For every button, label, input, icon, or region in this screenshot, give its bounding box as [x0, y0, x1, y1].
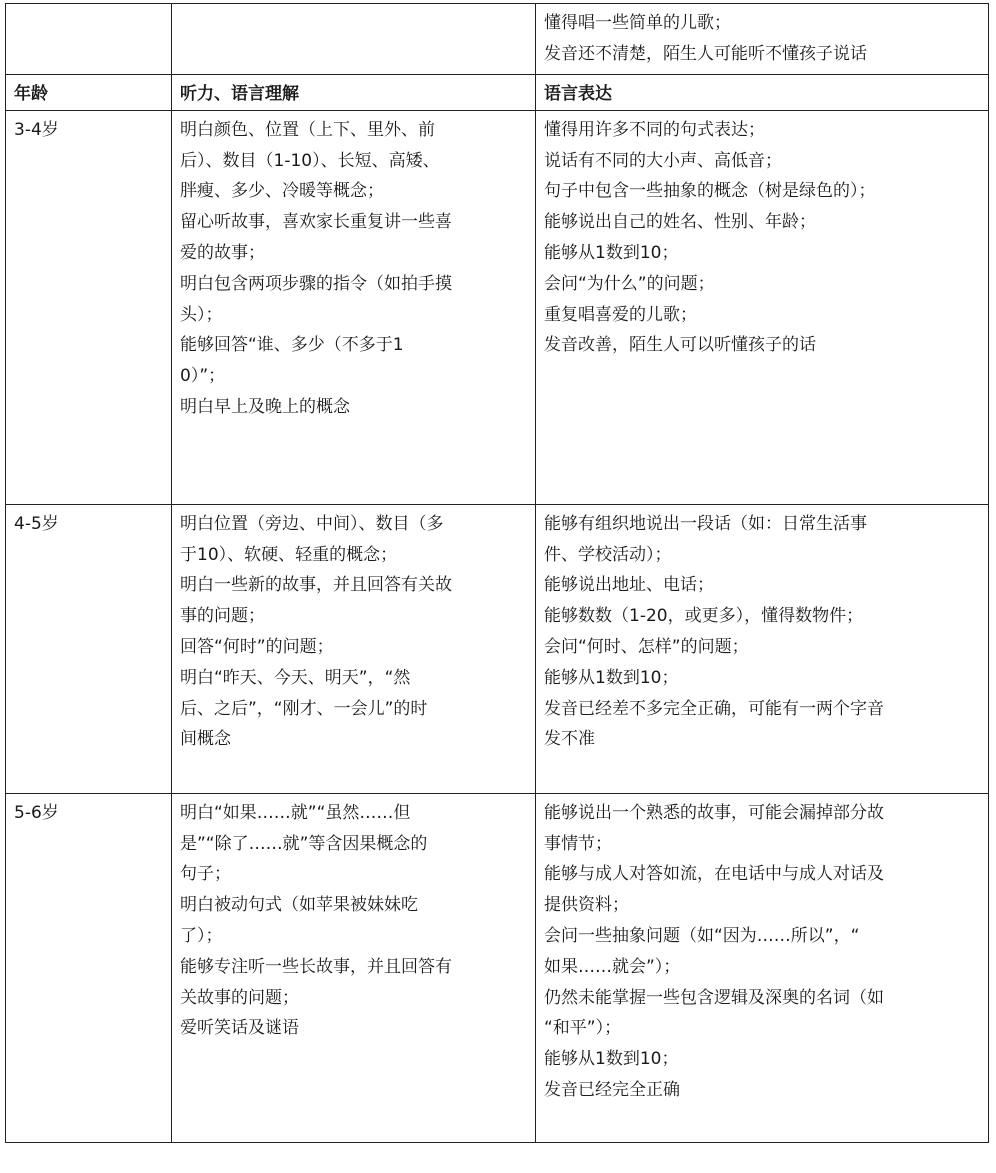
language-development-table — [5, 3, 989, 1143]
expression-line: 提供资料； — [544, 895, 629, 916]
expression-line: 说话有不同的大小声、高低音； — [544, 150, 782, 171]
comprehension-line: 爱听笑话及谜语 — [180, 1018, 299, 1039]
expression-line: 会问“何时、怎样”的问题； — [544, 636, 749, 657]
comprehension-line: 留心听故事，喜欢家长重复讲一些喜 — [180, 212, 452, 233]
expression-line: 发音改善，陌生人可以听懂孩子的话 — [544, 335, 816, 356]
expression-line: 件、学校活动）； — [544, 544, 672, 565]
expression-line: 发音已经差不多完全正确，可能有一两个字音 — [544, 698, 884, 719]
comprehension-line: 关故事的问题； — [180, 987, 299, 1008]
age-cell: 5-6岁 — [6, 793, 172, 1142]
comprehension-line: 明白包含两项步骤的指令（如拍手摸 — [180, 273, 452, 294]
expression-line: 发音已经完全正确 — [544, 1079, 680, 1100]
continuation-comprehension-cell — [172, 4, 536, 75]
expression-cell — [536, 110, 989, 504]
comprehension-line: 句子； — [180, 864, 231, 885]
comprehension-line: 头）； — [180, 304, 223, 325]
expression-line: 能够数数（1-20，或更多），懂得数物件； — [544, 606, 864, 627]
expression-line: 能够说出地址、电话； — [544, 575, 714, 596]
continuation-age-cell — [6, 4, 172, 75]
expression-line: 能够从1数到10； — [544, 242, 679, 263]
expression-line: 懂得用许多不同的句式表达； — [544, 119, 765, 140]
expression-line: 能够从1数到10； — [544, 1049, 679, 1070]
table-row — [6, 793, 989, 1142]
comprehension-line: 0）”； — [180, 366, 226, 387]
expression-line: 句子中包含一些抽象的概念（树是绿色的）； — [544, 181, 876, 202]
expression-line: 能够说出一个熟悉的故事，可能会漏掉部分故 — [544, 802, 884, 823]
comprehension-line: 明白“昨天、今天、明天”，“然 — [180, 667, 411, 688]
expression-line: 事情节； — [544, 833, 612, 854]
continuation-row — [6, 4, 989, 75]
comprehension-line: 事的问题； — [180, 606, 265, 627]
comprehension-line: 明白早上及晚上的概念 — [180, 396, 350, 417]
expression-cell — [536, 504, 989, 793]
comprehension-line: 爱的故事； — [180, 242, 265, 263]
header-row — [6, 75, 989, 111]
comprehension-cell — [172, 504, 536, 793]
comprehension-line: 后、之后”，“刚才、一会儿”的时 — [180, 698, 428, 719]
age-cell: 3-4岁 — [6, 110, 172, 504]
expression-line: 发不准 — [544, 729, 595, 750]
header-comprehension: 听力、语言理解 — [172, 75, 536, 111]
expression-line: 能够说出自己的姓名、性别、年龄； — [544, 212, 816, 233]
comprehension-line: 了）； — [180, 925, 223, 946]
comprehension-line: 是”“除了……就”等含因果概念的 — [180, 833, 428, 854]
table-row — [6, 504, 989, 793]
expression-line: 会问一些抽象问题（如“因为……所以”，“ — [544, 925, 860, 946]
expression-line: 能够有组织地说出一段话（如：日常生活事 — [544, 513, 867, 534]
comprehension-line: 明白一些新的故事，并且回答有关故 — [180, 575, 452, 596]
expression-line: 懂得唱一些简单的儿歌； — [544, 13, 731, 33]
continuation-expression-cell — [536, 4, 989, 75]
comprehension-line: 后）、数目（1-10）、长短、高矮、 — [180, 150, 440, 171]
comprehension-line: 胖瘦、多少、冷暖等概念； — [180, 181, 384, 202]
comprehension-cell — [172, 793, 536, 1142]
comprehension-line: 能够专注听一些长故事，并且回答有 — [180, 956, 452, 977]
expression-line: 会问“为什么”的问题； — [544, 273, 715, 294]
expression-cell — [536, 793, 989, 1142]
expression-line: 能够与成人对答如流，在电话中与成人对话及 — [544, 864, 884, 885]
table-row — [6, 110, 989, 504]
comprehension-line: 明白颜色、位置（上下、里外、前 — [180, 119, 435, 140]
expression-line: “和平”）； — [544, 1018, 622, 1039]
comprehension-line: 能够回答“谁、多少（不多于1 — [180, 335, 404, 356]
comprehension-line: 明白“如果……就”“虽然……但 — [180, 802, 411, 823]
header-expression: 语言表达 — [536, 75, 989, 111]
expression-line: 能够从1数到10； — [544, 667, 679, 688]
header-age: 年龄 — [6, 75, 172, 111]
expression-line: 仍然未能掌握一些包含逻辑及深奥的名词（如 — [544, 987, 884, 1008]
expression-line: 发音还不清楚，陌生人可能听不懂孩子说话 — [544, 43, 867, 64]
comprehension-line: 明白被动句式（如苹果被妹妹吃 — [180, 895, 418, 916]
comprehension-line: 于10）、软硬、轻重的概念； — [180, 544, 398, 565]
comprehension-line: 明白位置（旁边、中间）、数目（多 — [180, 513, 444, 534]
comprehension-line: 回答“何时”的问题； — [180, 636, 334, 657]
age-cell: 4-5岁 — [6, 504, 172, 793]
expression-line: 如果……就会”）； — [544, 956, 681, 977]
comprehension-line: 间概念 — [180, 729, 231, 750]
comprehension-cell — [172, 110, 536, 504]
expression-line: 重复唱喜爱的儿歌； — [544, 304, 697, 325]
